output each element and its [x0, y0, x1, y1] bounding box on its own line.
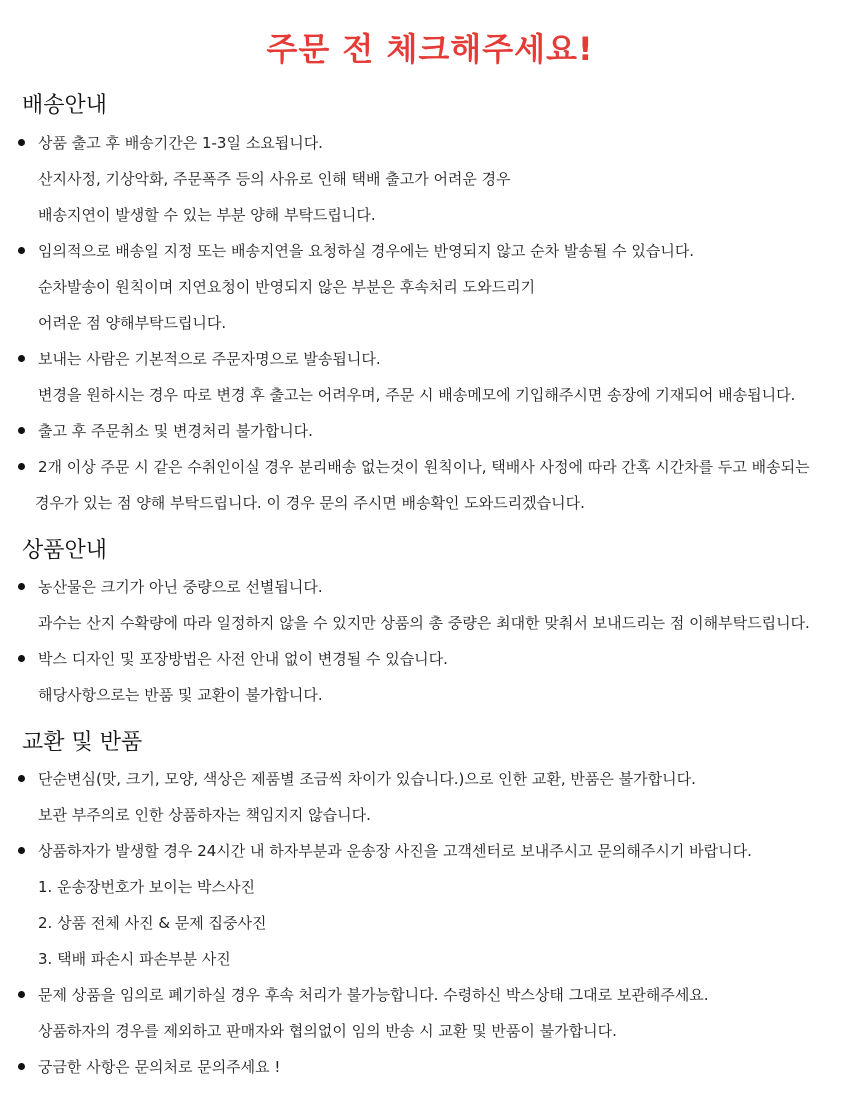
shipping-item-2: 임의적으로 배송일 지정 또는 배송지연을 요청하실 경우에는 반영되지 않고 순차 발송될 수 있습니다. — [38, 242, 695, 260]
shipping-item-2-detail: 순차발송이 원칙이며 지연요청이 반영되지 않은 부분은 후속처리 도와드리기 — [38, 278, 536, 296]
section-heading-exchange: 교환 및 반품 — [22, 730, 143, 755]
shipping-item-4: 출고 후 주문취소 및 변경처리 불가합니다. — [38, 422, 313, 440]
product-item-1: 농산물은 크기가 아닌 중량으로 선별됩니다. — [38, 578, 323, 596]
shipping-item-5-detail: 경우가 있는 점 양해 부탁드립니다. 이 경우 문의 주시면 배송확인 도와드리겠습니다. — [35, 494, 585, 512]
exchange-item-2-step: 2. 상품 전체 사진 & 문제 집중사진 — [38, 914, 267, 932]
exchange-item-2-step: 1. 운송장번호가 보이는 박스사진 — [38, 878, 255, 896]
bullet — [18, 139, 25, 146]
exchange-item-2-step: 3. 택배 파손시 파손부분 사진 — [38, 950, 231, 968]
bullet — [18, 355, 25, 362]
product-item-2-detail: 해당사항으로는 반품 및 교환이 불가합니다. — [38, 686, 323, 704]
exchange-item-1-detail: 보관 부주의로 인한 상품하자는 책임지지 않습니다. — [38, 806, 371, 824]
bullet — [18, 991, 25, 998]
exchange-item-1: 단순변심(맛, 크기, 모양, 색상은 제품별 조금씩 차이가 있습니다.)으로 인한 교환, 반품은 불가합니다. — [38, 770, 696, 788]
bullet — [18, 847, 25, 854]
shipping-item-5: 2개 이상 주문 시 같은 수취인이실 경우 분리배송 없는것이 원칙이나, 택배사 사정에 따라 간혹 시간차를 두고 배송되는 — [38, 458, 810, 476]
exchange-item-4: 궁금한 사항은 문의처로 문의주세요 ! — [38, 1058, 281, 1076]
bullet — [18, 463, 25, 470]
shipping-item-1-detail: 산지사정, 기상악화, 주문폭주 등의 사유로 인해 택배 출고가 어려운 경우 — [38, 170, 511, 188]
exchange-item-3-detail: 상품하자의 경우를 제외하고 판매자와 협의없이 임의 반송 시 교환 및 반품이 불가합니다. — [38, 1022, 617, 1040]
bullet — [18, 775, 25, 782]
section-heading-product: 상품안내 — [22, 538, 108, 563]
bullet — [18, 1063, 25, 1070]
page-title: 주문 전 체크해주세요! — [266, 30, 594, 68]
bullet — [18, 655, 25, 662]
bullet — [18, 427, 25, 434]
bullet — [18, 583, 25, 590]
shipping-item-3-detail: 변경을 원하시는 경우 따로 변경 후 출고는 어려우며, 주문 시 배송메모에 기입해주시면 송장에 기재되어 배송됩니다. — [38, 386, 796, 404]
product-item-1-detail: 과수는 산지 수확량에 따라 일정하지 않을 수 있지만 상품의 총 중량은 최대한 맞춰서 보내드리는 점 이해부탁드립니다. — [38, 614, 810, 632]
section-heading-shipping: 배송안내 — [22, 93, 108, 118]
shipping-item-3: 보내는 사람은 기본적으로 주문자명으로 발송됩니다. — [38, 350, 381, 368]
exchange-item-2: 상품하자가 발생할 경우 24시간 내 하자부분과 운송장 사진을 고객센터로 보내주시고 문의해주시기 바랍니다. — [38, 842, 752, 860]
product-item-2: 박스 디자인 및 포장방법은 사전 안내 없이 변경될 수 있습니다. — [38, 650, 448, 668]
shipping-item-2-detail: 어려운 점 양해부탁드립니다. — [38, 314, 227, 332]
shipping-item-1-detail: 배송지연이 발생할 수 있는 부분 양해 부탁드립니다. — [38, 206, 376, 224]
bullet — [18, 247, 25, 254]
shipping-item-1: 상품 출고 후 배송기간은 1-3일 소요됩니다. — [38, 134, 323, 152]
exchange-item-3: 문제 상품을 임의로 폐기하실 경우 후속 처리가 불가능합니다. 수령하신 박스상태 그대로 보관해주세요. — [38, 986, 709, 1004]
